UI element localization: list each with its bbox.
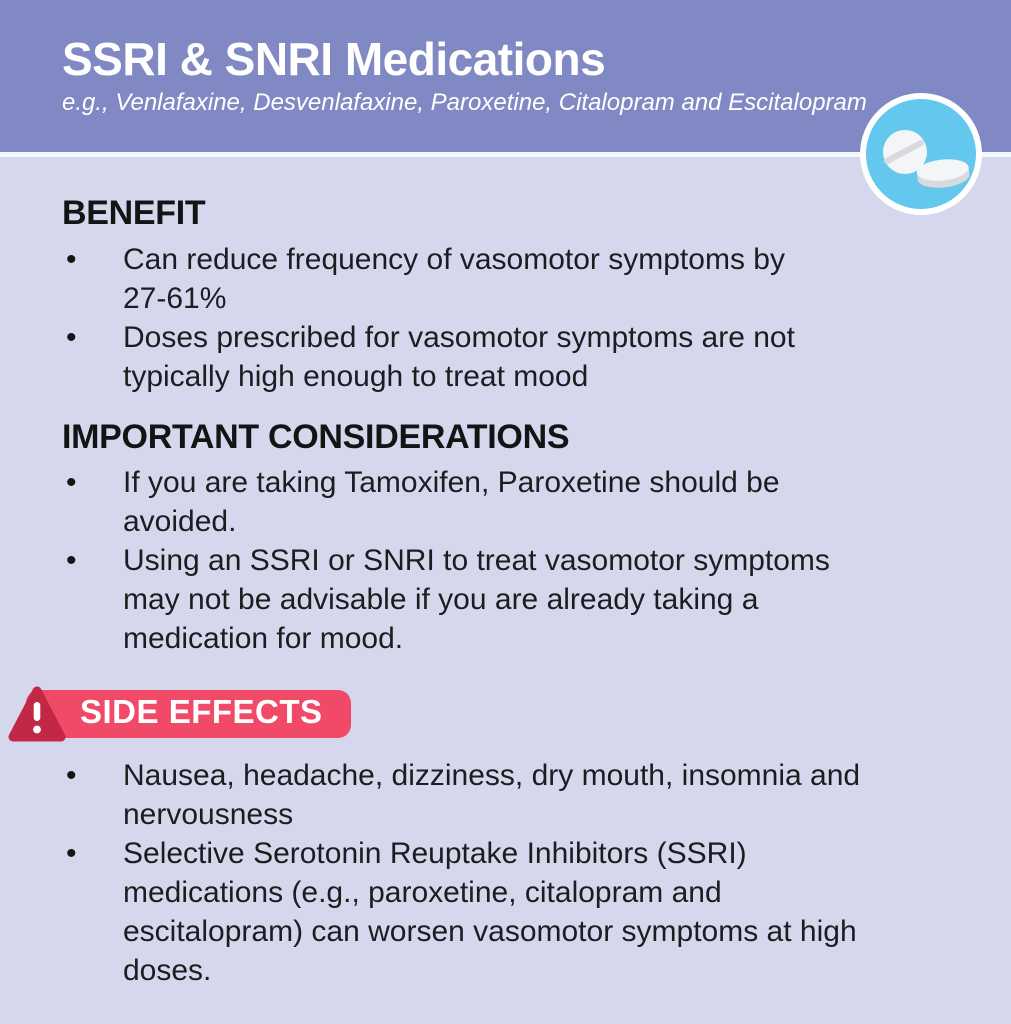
- list-item: [62, 756, 971, 834]
- list-item: [62, 834, 971, 990]
- bullet-dot-icon: •: [66, 759, 77, 793]
- bullet-dot-icon: •: [66, 466, 77, 500]
- bullet-dot-icon: •: [66, 242, 77, 276]
- section-side-effects: [62, 682, 971, 990]
- important-considerations-bullet-list: [62, 463, 971, 658]
- benefit-bullet-list: [62, 240, 971, 396]
- bullet-text: If you are taking Tamoxifen, Paroxetine should be avoided.: [123, 466, 780, 539]
- content-area: [0, 157, 1011, 990]
- warning-triangle-icon: [8, 683, 66, 745]
- bullet-dot-icon: •: [66, 837, 77, 871]
- bullet-dot-icon: •: [66, 320, 77, 354]
- bullet-text: Selective Serotonin Reuptake Inhibitors (SSRI) medications (e.g., paroxetine, citalopram and escitalopram) can worsen vasomotor symptoms at high doses.: [123, 837, 857, 988]
- pills-icon: [859, 92, 983, 216]
- side-effects-banner-row: [8, 682, 971, 746]
- page-subtitle: e.g., Venlafaxine, Desvenlafaxine, Paroxetine, Citalopram and Escitalopram: [62, 88, 867, 116]
- side-effects-banner: SIDE EFFECTS: [26, 690, 351, 738]
- benefit-heading: BENEFIT: [62, 194, 206, 232]
- page-title: SSRI & SNRI Medications: [62, 33, 606, 85]
- bullet-text: Using an SSRI or SNRI to treat vasomotor symptoms may not be advisable if you are already taking a medication for mood.: [123, 544, 830, 656]
- bullet-text: Can reduce frequency of vasomotor symptoms by 27-61%: [123, 242, 785, 315]
- bullet-dot-icon: •: [66, 544, 77, 578]
- list-item: [62, 240, 971, 318]
- bullet-text: Doses prescribed for vasomotor symptoms are not typically high enough to treat mood: [123, 320, 795, 393]
- important-considerations-heading: IMPORTANT CONSIDERATIONS: [62, 417, 570, 456]
- side-effects-bullet-list: [62, 756, 971, 990]
- list-item: [62, 541, 971, 658]
- bullet-text: Nausea, headache, dizziness, dry mouth, insomnia and nervousness: [123, 759, 861, 832]
- section-important-considerations: [62, 417, 971, 659]
- list-item: [62, 318, 971, 396]
- section-benefit: [62, 196, 971, 396]
- list-item: [62, 463, 971, 541]
